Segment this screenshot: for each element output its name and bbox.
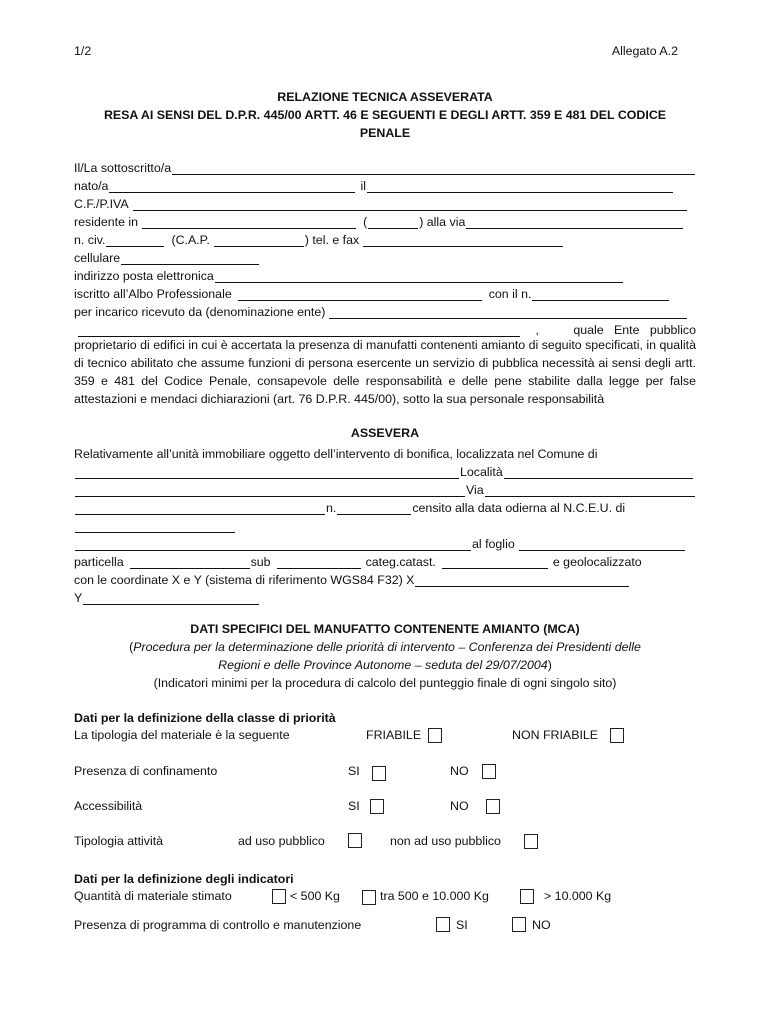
- checkbox-confinamento-si[interactable]: [372, 766, 386, 781]
- checkbox-uso-pubblico[interactable]: [348, 833, 362, 848]
- label-non-friabile: NON FRIABILE: [512, 728, 599, 742]
- label-attivita: Tipologia attività: [74, 834, 164, 848]
- mca-sub-close: ): [547, 658, 552, 672]
- field-row-civico: [74, 230, 564, 247]
- label-con-il-n: con il n.: [488, 287, 532, 301]
- row-attivita: [74, 834, 714, 852]
- input-cellulare[interactable]: [121, 252, 259, 265]
- field-row-sottoscritto: [74, 158, 696, 175]
- label-via-immobile: Via: [466, 483, 484, 497]
- input-sub[interactable]: [277, 556, 361, 569]
- label-prov-open: (: [363, 215, 368, 229]
- input-categ[interactable]: [442, 556, 548, 569]
- mca-sub-line-3: (Indicatori minimi per la procedura di calcolo del punteggio finale di ogni singolo sito): [153, 676, 617, 690]
- label-quantita: Quantità di materiale stimato: [74, 889, 232, 903]
- field-row-cf: [74, 194, 688, 211]
- input-via-immobile-a[interactable]: [75, 484, 465, 497]
- label-q1: < 500 Kg: [290, 889, 340, 903]
- label-geoloc: e geolocalizzato: [552, 555, 642, 569]
- priority-heading: Dati per la definizione della classe di priorità: [74, 711, 336, 725]
- field-row-coord: [74, 570, 630, 587]
- label-categ: categ.catast.: [365, 555, 436, 569]
- label-particella: particella: [74, 555, 124, 569]
- input-nceu-cont[interactable]: [75, 538, 471, 551]
- label-localita: Località: [460, 465, 503, 479]
- title-line-1: RELAZIONE TECNICA ASSEVERATA: [277, 90, 493, 104]
- immobile-intro-row: [74, 444, 696, 461]
- label-programma-si: SI: [456, 918, 468, 932]
- checkbox-q2[interactable]: [362, 890, 376, 905]
- field-row-foglio: [74, 534, 686, 551]
- row-confinamento: [74, 764, 714, 782]
- label-n: n.: [326, 501, 337, 515]
- row-tipologia: [74, 728, 714, 746]
- input-sottoscritto[interactable]: [172, 162, 695, 175]
- input-civico[interactable]: [106, 234, 164, 247]
- label-censito: censito alla data odierna al N.C.E.U. di: [412, 501, 626, 515]
- input-localita[interactable]: [504, 466, 693, 479]
- checkbox-programma-si[interactable]: [436, 917, 450, 932]
- field-row-via: [74, 480, 696, 497]
- declaration-paragraph: proprietario di edifici in cui è accertata la presenza di manufatti contenenti amianto di seguito specificati, in qualità di tecnico abilitato che assume funzioni di persona esercente un servizio di pubblica necessità ai sensi degli artt. 359 e 481 del Codice Penale, consapevole delle responsabilità e delle pene stabilite dalla legge per false attestazioni e mendaci dichiarazioni (art. 76 D.P.R. 445/00), sotto la sua personale responsabilità: [74, 338, 696, 406]
- field-row-y: [74, 588, 260, 605]
- field-row-email: [74, 266, 624, 283]
- label-y: Y: [74, 591, 83, 605]
- label-accessibilita-no: NO: [450, 799, 469, 813]
- label-friabile: FRIABILE: [366, 728, 422, 742]
- label-confinamento-si: SI: [348, 764, 360, 778]
- mca-sub-2: Regioni e delle Province Autonome – seduta del 29/07/2004: [218, 658, 548, 672]
- input-nato[interactable]: [109, 180, 355, 193]
- field-row-particella: [74, 552, 696, 569]
- input-via-immobile[interactable]: [485, 484, 695, 497]
- field-row-incarico: [74, 302, 688, 319]
- title-line-3: PENALE: [359, 126, 411, 140]
- input-cf[interactable]: [133, 198, 687, 211]
- input-via-cont[interactable]: [75, 502, 325, 515]
- label-alla-via: ) alla via: [419, 215, 466, 229]
- label-cap: (C.A.P.: [171, 233, 210, 247]
- input-n-immobile[interactable]: [337, 502, 411, 515]
- input-ente[interactable]: [329, 306, 687, 319]
- row-programma: [74, 918, 714, 936]
- label-tel: ) tel. e fax: [304, 233, 360, 247]
- checkbox-confinamento-no[interactable]: [482, 764, 496, 779]
- label-nato: nato/a: [74, 179, 109, 193]
- mca-sub-open: (: [129, 640, 134, 654]
- mca-sub-1: Procedura per la determinazione delle priorità di intervento – Conferenza dei Presidenti delle: [133, 640, 641, 654]
- label-tipologia: La tipologia del materiale è la seguente: [74, 728, 290, 742]
- input-provincia[interactable]: [368, 216, 418, 229]
- label-accessibilita-si: SI: [348, 799, 360, 813]
- label-foglio: al foglio: [472, 537, 515, 551]
- input-comune[interactable]: [75, 466, 459, 479]
- label-immobile-intro: Relativamente all’unità immobiliare oggetto dell’intervento di bonifica, localizzata nel Comune di: [74, 447, 598, 461]
- checkbox-q1[interactable]: [272, 889, 286, 904]
- row-accessibilita: [74, 799, 714, 817]
- field-row-nceu: [74, 516, 236, 533]
- label-programma: Presenza di programma di controllo e manutenzione: [74, 918, 362, 932]
- label-accessibilita: Accessibilità: [74, 799, 143, 813]
- label-q3: > 10.000 Kg: [544, 889, 612, 903]
- input-numero-albo[interactable]: [532, 288, 669, 301]
- input-data-nascita[interactable]: [367, 180, 673, 193]
- checkbox-programma-no[interactable]: [512, 917, 526, 932]
- label-coord: con le coordinate X e Y (sistema di riferimento WGS84 F32) X: [74, 573, 415, 587]
- label-cellulare: cellulare: [74, 251, 121, 265]
- label-sub: sub: [250, 555, 271, 569]
- input-cap[interactable]: [214, 234, 304, 247]
- input-tel[interactable]: [363, 234, 563, 247]
- input-residente[interactable]: [142, 216, 356, 229]
- input-email[interactable]: [215, 270, 623, 283]
- label-non-uso-pubblico: non ad uso pubblico: [390, 834, 501, 848]
- assevera-heading: ASSEVERA: [350, 426, 420, 440]
- field-row-cellulare: [74, 248, 260, 265]
- field-row-censito: [74, 498, 686, 515]
- checkbox-accessibilita-si[interactable]: [370, 799, 384, 814]
- mca-heading: DATI SPECIFICI DEL MANUFATTO CONTENENTE AMIANTO (MCA): [190, 622, 580, 636]
- input-nceu[interactable]: [75, 520, 235, 533]
- checkbox-accessibilita-no[interactable]: [486, 799, 500, 814]
- field-row-residente: [74, 212, 684, 229]
- label-programma-no: NO: [532, 918, 551, 932]
- document-title: [74, 88, 696, 142]
- label-incarico: per incarico ricevuto da (denominazione ente): [74, 305, 326, 319]
- checkbox-non-friabile[interactable]: [610, 728, 624, 743]
- row-quantita: [74, 889, 714, 907]
- input-coord-y[interactable]: [83, 592, 259, 605]
- label-confinamento-no: NO: [450, 764, 469, 778]
- input-albo[interactable]: [238, 288, 482, 301]
- input-foglio[interactable]: [519, 538, 685, 551]
- label-email: indirizzo posta elettronica: [74, 269, 214, 283]
- label-quale-ente: , quale Ente pubblico: [535, 323, 696, 337]
- page-number: 1/2: [74, 44, 92, 58]
- attachment-label: Allegato A.2: [611, 44, 678, 58]
- checkbox-q3[interactable]: [520, 889, 534, 904]
- label-albo: iscritto all’Albo Professionale: [74, 287, 232, 301]
- field-row-localita: [74, 462, 694, 479]
- label-confinamento: Presenza di confinamento: [74, 764, 218, 778]
- input-particella[interactable]: [130, 556, 250, 569]
- label-sottoscritto: Il/La sottoscritto/a: [74, 161, 172, 175]
- input-coord-x[interactable]: [415, 574, 629, 587]
- label-cf: C.F./P.IVA: [74, 197, 129, 211]
- checkbox-friabile[interactable]: [428, 728, 442, 743]
- label-il: il: [360, 179, 366, 193]
- label-residente: residente in: [74, 215, 139, 229]
- input-via[interactable]: [466, 216, 683, 229]
- field-row-albo: [74, 284, 670, 301]
- checkbox-non-uso-pubblico[interactable]: [524, 834, 538, 849]
- label-q2: tra 500 e 10.000 Kg: [380, 889, 489, 903]
- title-line-2: RESA AI SENSI DEL D.P.R. 445/00 ARTT. 46 E SEGUENTI E DEGLI ARTT. 359 E 481 DEL CODICE: [103, 108, 667, 122]
- field-row-nato: [74, 176, 674, 193]
- field-row-ente-cont: [74, 320, 696, 337]
- indicators-heading: Dati per la definizione degli indicatori: [74, 872, 294, 886]
- mca-sub-line-2: [74, 658, 696, 672]
- mca-sub-line-1: [74, 640, 696, 654]
- label-nciv: n. civ.: [74, 233, 106, 247]
- label-uso-pubblico: ad uso pubblico: [238, 834, 325, 848]
